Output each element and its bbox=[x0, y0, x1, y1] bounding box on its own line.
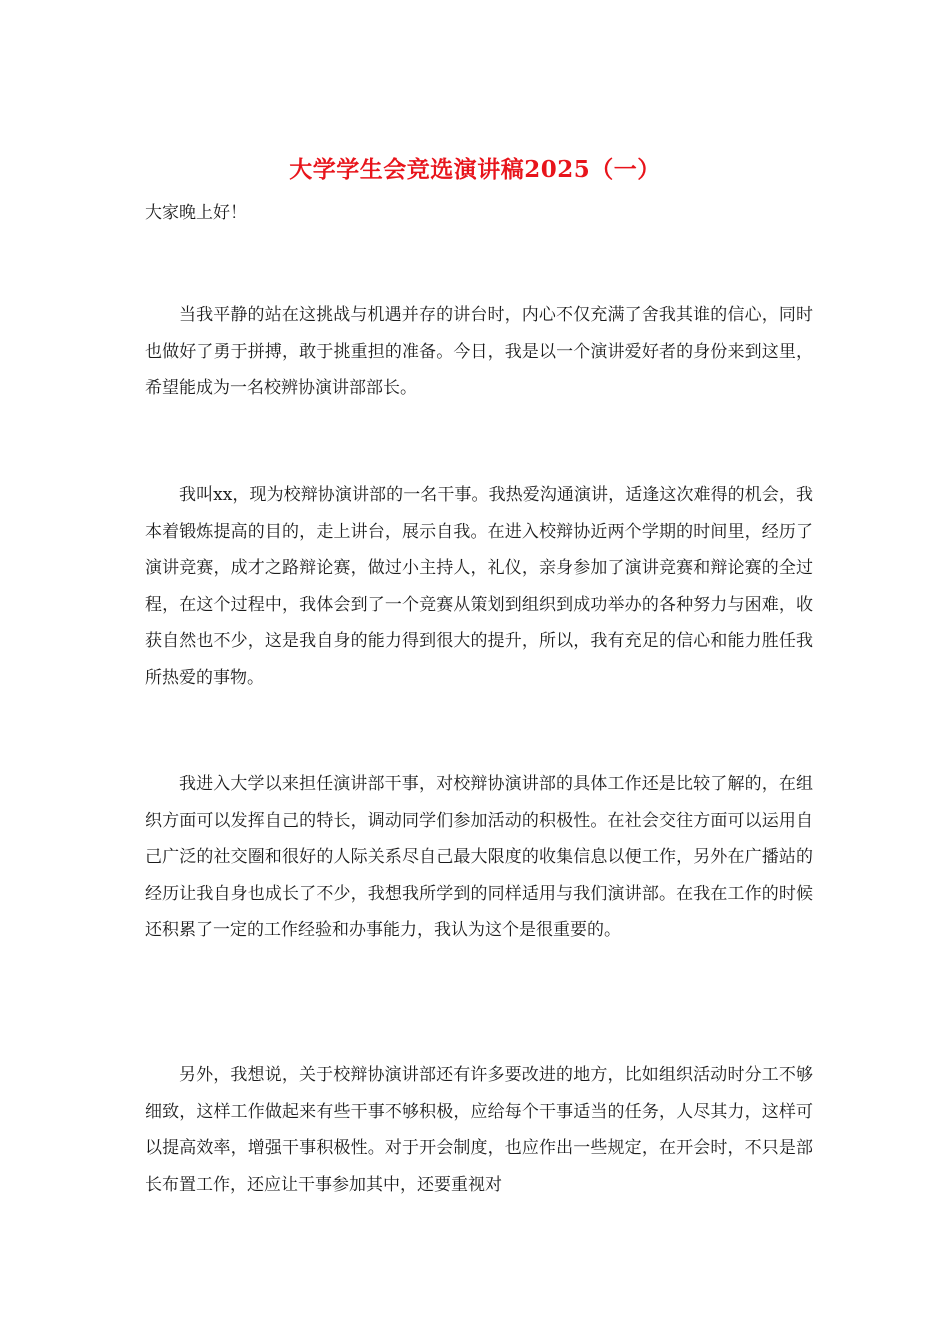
paragraph-3: 我进入大学以来担任演讲部干事，对校辩协演讲部的具体工作还是比较了解的，在组织方面可以发挥自己的特长，调动同学们参加活动的积极性。在社会交往方面可以运用自己广泛的社交圈和很好的人际关系尽自己最大限度的收集信息以便工作，另外在广播站的经历让我自身也成长了不少，我想我所学到的同样适用与我们演讲部。在我在工作的时候还积累了一定的工作经验和办事能力，我认为这个是很重要的。 bbox=[145, 774, 813, 940]
document-title: 大学学生会竞选演讲稿2025（一） bbox=[289, 156, 661, 183]
paragraph-1: 当我平静的站在这挑战与机遇并存的讲台时，内心不仅充满了舍我其谁的信心，同时也做好了勇于拼搏，敢于挑重担的准备。今日，我是以一个演讲爱好者的身份来到这里，希望能成为一名校辨协演讲部部长。 bbox=[145, 305, 813, 398]
paragraph-2: 我叫xx，现为校辩协演讲部的一名干事。我热爱沟通演讲，适逢这次难得的机会，我本着锻炼提高的目的，走上讲台，展示自我。在进入校辩协近两个学期的时间里，经历了演讲竞赛，成才之路辩论赛，做过小主持人，礼仪，亲身参加了演讲竞赛和辩论赛的全过程，在这个过程中，我体会到了一个竞赛从策划到组织到成功举办的各种努力与困难，收获自然也不少，这是我自身的能力得到很大的提升，所以，我有充足的信心和能力胜任我所热爱的事物。 bbox=[145, 485, 813, 688]
paragraph-4: 另外，我想说，关于校辩协演讲部还有许多要改进的地方，比如组织活动时分工不够细致，这样工作做起来有些干事不够积极，应给每个干事适当的任务，人尽其力，这样可以提高效率，增强干事积极性。对于开会制度，也应作出一些规定，在开会时，不只是部长布置工作，还应让干事参加其中，还要重视对 bbox=[145, 1065, 813, 1195]
greeting: 大家晚上好！ bbox=[145, 203, 247, 223]
